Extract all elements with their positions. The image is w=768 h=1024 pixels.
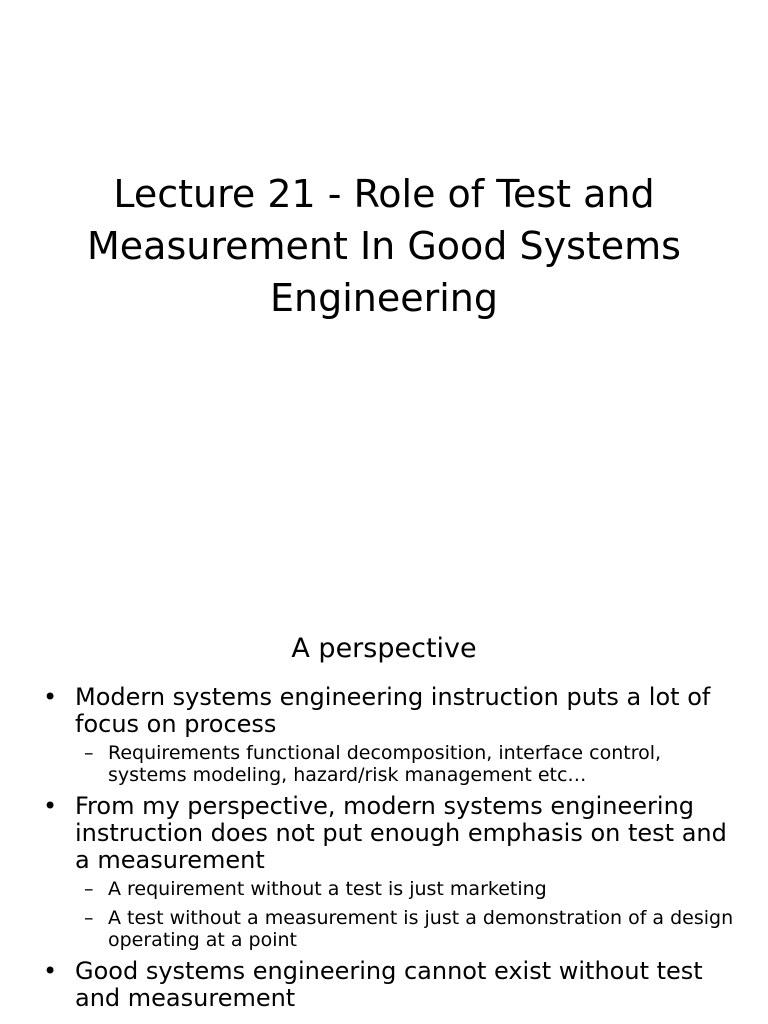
bullet-item xyxy=(40,958,736,1012)
slide-perspective xyxy=(0,576,768,1024)
lecture-title: Lecture 21 - Role of Test and Measurement In Good Systems Engineering xyxy=(87,172,681,320)
dash-icon: – xyxy=(84,742,94,764)
sub-bullet-item xyxy=(75,907,736,951)
dash-icon: – xyxy=(84,907,94,929)
slide-heading: A perspective xyxy=(291,633,477,664)
sub-bullet-list xyxy=(75,742,736,786)
sub-bullet-list xyxy=(75,878,736,951)
bullet-dot-icon: • xyxy=(43,683,58,711)
bullet-item xyxy=(40,684,736,786)
bullet-text: From my perspective, modern systems engineering instruction does not put enough emphasis on test and a measurement xyxy=(75,792,727,874)
sub-bullet-item xyxy=(75,878,736,900)
bullet-dot-icon: • xyxy=(43,957,58,985)
sub-bullet-text: A test without a measurement is just a demonstration of a design operating at a point xyxy=(108,907,734,951)
dash-icon: – xyxy=(84,878,94,900)
sub-bullet-text: A requirement without a test is just marketing xyxy=(108,878,547,900)
bullet-text: Modern systems engineering instruction puts a lot of focus on process xyxy=(75,683,711,738)
bullet-dot-icon: • xyxy=(43,792,58,820)
bullet-item xyxy=(40,793,736,951)
bullet-text: Good systems engineering cannot exist without test and measurement xyxy=(75,957,703,1012)
sub-bullet-item xyxy=(75,742,736,786)
sub-bullet-text: Requirements functional decomposition, interface control, systems modeling, hazard/risk management etc… xyxy=(108,742,662,786)
bullet-list xyxy=(40,684,736,1016)
